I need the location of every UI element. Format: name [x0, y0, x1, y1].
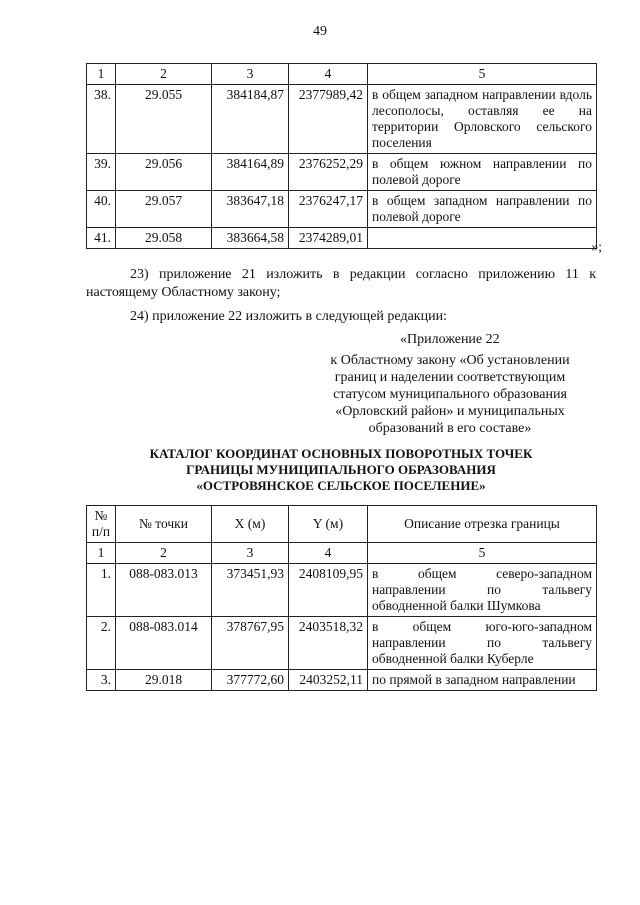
catalog-title-line: «ОСТРОВЯНСКОЕ СЕЛЬСКОЕ ПОСЕЛЕНИЕ» — [196, 478, 486, 493]
x-coordinate: 378767,95 — [212, 617, 289, 670]
page-number: 49 — [313, 24, 327, 39]
segment-description: в общем западном направлении вдоль лесополосы, оставляя ее на территории Орловского сельского поселения — [368, 85, 597, 154]
catalog-coordinates-table — [86, 505, 597, 691]
segment-description: по прямой в западном направлении — [368, 670, 597, 691]
y-coordinate: 2374289,01 — [289, 228, 368, 249]
point-id: 29.018 — [116, 670, 212, 691]
table-row — [87, 154, 597, 191]
table-row — [87, 617, 597, 670]
segment-description: в общем западном направлении по полевой дороге — [368, 191, 597, 228]
row-number: 1. — [87, 564, 116, 617]
column-numbers-row — [87, 543, 597, 564]
segment-description: в общем южном направлении по полевой дороге — [368, 154, 597, 191]
col-number-2: 2 — [116, 64, 212, 85]
y-coordinate: 2376247,17 — [289, 191, 368, 228]
x-coordinate: 373451,93 — [212, 564, 289, 617]
paragraph-24-text: 24) приложение 22 изложить в следующей редакции: — [130, 309, 447, 324]
row-number: 2. — [87, 617, 116, 670]
table-header-row — [87, 64, 597, 85]
point-id: 088-083.014 — [116, 617, 212, 670]
appendix-line: «Орловский район» и муниципальных — [335, 404, 565, 419]
appendix-line: к Областному закону «Об установлении — [330, 353, 570, 368]
appendix-title: «Приложение 22 — [400, 332, 500, 347]
y-coordinate: 2403252,11 — [289, 670, 368, 691]
appendix-line: границ и наделении соответствующим — [334, 370, 566, 385]
col-number-2: 2 — [116, 543, 212, 564]
point-id: 29.058 — [116, 228, 212, 249]
row-number: 39. — [87, 154, 116, 191]
col-number-1: 1 — [87, 64, 116, 85]
x-coordinate: 384164,89 — [212, 154, 289, 191]
point-id: 29.055 — [116, 85, 212, 154]
header-row-number: № п/п — [87, 506, 116, 543]
segment-description: в общем юго-юго-западном направлении по тальвегу обводненной балки Куберле — [368, 617, 597, 670]
table-row — [87, 228, 597, 249]
table-row — [87, 670, 597, 691]
row-number: 3. — [87, 670, 116, 691]
y-coordinate: 2376252,29 — [289, 154, 368, 191]
catalog-title — [86, 446, 596, 494]
header-point-number: № точки — [116, 506, 212, 543]
y-coordinate: 2377989,42 — [289, 85, 368, 154]
col-number-3: 3 — [212, 543, 289, 564]
table-header-row — [87, 506, 597, 543]
coordinates-table-continued — [86, 63, 597, 249]
row-number: 41. — [87, 228, 116, 249]
paragraph-23 — [86, 266, 596, 302]
x-coordinate: 383647,18 — [212, 191, 289, 228]
appendix-line: статусом муниципального образования — [333, 387, 567, 402]
catalog-title-line: ГРАНИЦЫ МУНИЦИПАЛЬНОГО ОБРАЗОВАНИЯ — [186, 462, 496, 477]
closing-quote: »; — [591, 239, 602, 254]
header-x: X (м) — [212, 506, 289, 543]
segment-description — [368, 228, 597, 249]
col-number-5: 5 — [368, 543, 597, 564]
header-y: Y (м) — [289, 506, 368, 543]
row-number: 38. — [87, 85, 116, 154]
col-number-1: 1 — [87, 543, 116, 564]
point-id: 29.056 — [116, 154, 212, 191]
table-row — [87, 564, 597, 617]
x-coordinate: 377772,60 — [212, 670, 289, 691]
col-number-3: 3 — [212, 64, 289, 85]
appendix-heading — [300, 352, 600, 437]
col-number-5: 5 — [368, 64, 597, 85]
row-number: 40. — [87, 191, 116, 228]
paragraph-24 — [86, 308, 596, 326]
col-number-4: 4 — [289, 64, 368, 85]
segment-description: в общем северо-западном направлении по тальвегу обводненной балки Шумкова — [368, 564, 597, 617]
header-description: Описание отрезка границы — [368, 506, 597, 543]
x-coordinate: 384184,87 — [212, 85, 289, 154]
point-id: 29.057 — [116, 191, 212, 228]
y-coordinate: 2403518,32 — [289, 617, 368, 670]
table-row — [87, 85, 597, 154]
point-id: 088-083.013 — [116, 564, 212, 617]
y-coordinate: 2408109,95 — [289, 564, 368, 617]
table-row — [87, 191, 597, 228]
col-number-4: 4 — [289, 543, 368, 564]
catalog-title-line: КАТАЛОГ КООРДИНАТ ОСНОВНЫХ ПОВОРОТНЫХ ТОЧЕК — [149, 446, 533, 461]
paragraph-23-text: 23) приложение 21 изложить в редакции согласно приложению 11 к настоящему Областному закону; — [86, 267, 596, 300]
appendix-line: образований в его составе» — [368, 421, 532, 436]
x-coordinate: 383664,58 — [212, 228, 289, 249]
